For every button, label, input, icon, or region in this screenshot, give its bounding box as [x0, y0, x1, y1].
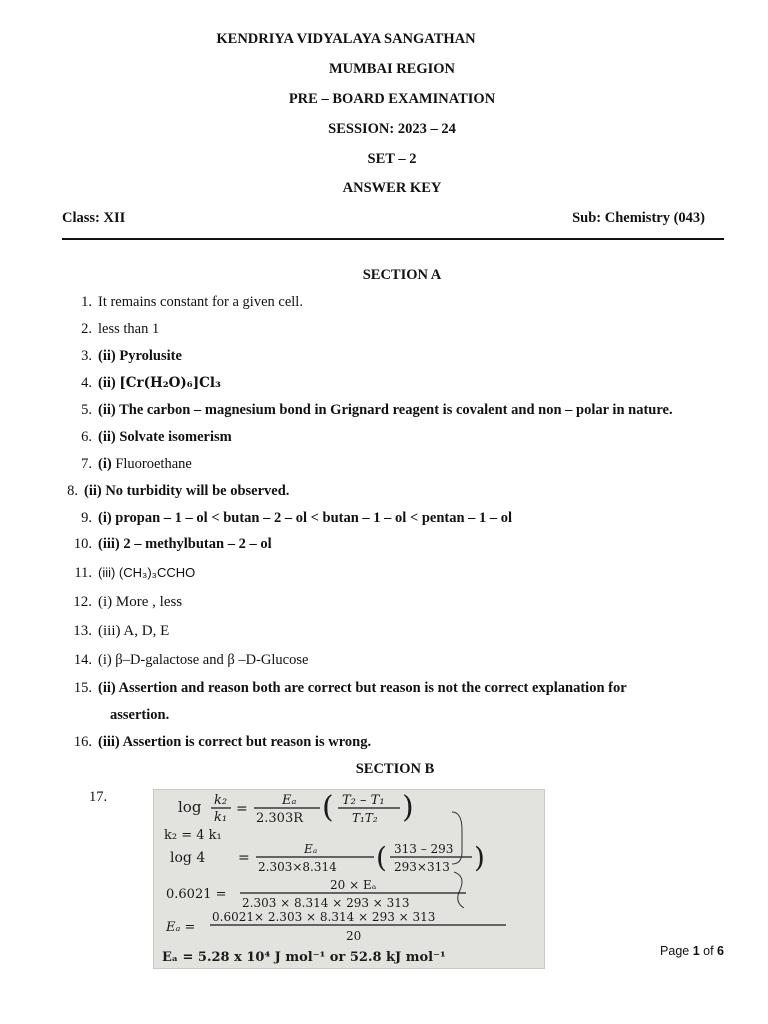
eq1-k2: k₂: [214, 793, 228, 808]
header-answer-key: ANSWER KEY: [342, 180, 442, 196]
item-text: (iii) Assertion is correct but reason is wrong.: [98, 734, 372, 750]
answer-item-7: [72, 456, 192, 473]
item-text: (iii) (CH₃)₃CCHO: [98, 565, 196, 580]
item-number: 1.: [81, 294, 92, 310]
item-number: 8.: [67, 483, 78, 499]
equals-sign: =: [236, 801, 248, 817]
eq4-den: 2.303 × 8.314 × 293 × 313: [242, 896, 410, 910]
eq3-pden: 293×313: [394, 860, 450, 874]
item-number: 9.: [81, 510, 92, 526]
header-exam: PRE – BOARD EXAMINATION: [288, 91, 496, 107]
equals-sign: =: [238, 850, 250, 866]
item-prefix: (i): [98, 456, 112, 472]
answer-item-1: [72, 294, 303, 311]
eq1-log: log: [178, 798, 202, 816]
page-indicator: [660, 944, 724, 958]
item-text: (ii) The carbon – magnesium bond in Grignard reagent is covalent and non – polar in nature.: [98, 402, 673, 418]
answer-item-8: [58, 483, 289, 500]
answer-item-10: [65, 536, 272, 553]
q17-solution-photo: [153, 789, 545, 969]
eq5-den: 20: [346, 929, 362, 943]
item-number: 11.: [74, 565, 92, 581]
item-text: (i) β–D-galactose and β –D-Glucose: [98, 652, 309, 668]
item-text: (i) More , less: [98, 594, 183, 610]
item-text: It remains constant for a given cell.: [98, 294, 303, 310]
item-number: 13.: [73, 623, 92, 639]
header-org: KENDRIYA VIDYALAYA SANGATHAN: [216, 31, 476, 47]
item-text: (ii) Pyrolusite: [98, 348, 182, 364]
item-number: 4.: [81, 375, 92, 391]
page-mid: of: [699, 944, 718, 958]
answer-item-9: [72, 510, 512, 527]
item-number: 2.: [81, 321, 92, 337]
paren-left: (: [322, 790, 334, 825]
item-text: Fluoroethane: [111, 456, 192, 472]
paren-left: (: [376, 841, 387, 874]
eq3-num: Eₐ: [304, 842, 318, 856]
margin-bracket: [454, 872, 464, 908]
answer-item-3: [72, 348, 182, 365]
item-number: 15.: [73, 680, 92, 696]
item-number: 14.: [73, 652, 92, 668]
answer-item-11: [65, 565, 195, 582]
paren-right: ): [474, 841, 485, 874]
item-number: 16.: [73, 734, 92, 750]
page-number: 1: [692, 944, 700, 958]
answer-item-16: [65, 734, 371, 751]
header-session: SESSION: 2023 – 24: [328, 121, 456, 137]
eq3-den: 2.303×8.314: [258, 860, 337, 874]
eq4-lhs: 0.6021 =: [166, 887, 227, 902]
paren-right: ): [402, 790, 414, 825]
answer-item-14: [65, 652, 308, 669]
item-number: 12.: [73, 594, 92, 610]
class-label: Class: XII: [62, 210, 126, 226]
item-number: 3.: [81, 348, 92, 364]
item-text: (ii) Solvate isomerism: [98, 429, 232, 445]
item-text: (ii): [98, 375, 120, 391]
answer-item-5: [72, 402, 673, 419]
section-a-title: SECTION A: [362, 267, 442, 283]
subject-label: Sub: Chemistry (043): [572, 210, 705, 226]
answer-item-4: [72, 375, 221, 392]
page-prefix: Page: [660, 944, 693, 958]
item-text: (iii) 2 – methylbutan – 2 – ol: [98, 536, 272, 552]
eq5-lhs: Eₐ =: [166, 920, 196, 935]
section-b-title: SECTION B: [355, 761, 435, 777]
q17-number: 17.: [89, 789, 108, 805]
page-total: 6: [717, 944, 724, 958]
eq1-den: 2.303R: [256, 811, 304, 826]
item-number: 7.: [81, 456, 92, 472]
item-text: (i) propan – 1 – ol < butan – 2 – ol < butan – 1 – ol < pentan – 1 – ol: [98, 510, 513, 526]
item-text: (ii) Assertion and reason both are correct but reason is not the correct explanation for: [98, 680, 627, 696]
answer-item-2: [72, 321, 159, 338]
item-formula: [Cr(H₂O)₆]Cl₃: [119, 375, 221, 391]
answer-item-6: [72, 429, 232, 446]
eq1-pden: T₁T₂: [352, 811, 378, 825]
eq5-num: 0.6021× 2.303 × 8.314 × 293 × 313: [212, 910, 436, 924]
eq2: k₂ = 4 k₁: [164, 828, 222, 843]
answer-item-13: [65, 623, 169, 640]
item-text: (iii) A, D, E: [98, 623, 170, 639]
margin-bracket: [452, 812, 462, 864]
eq3-pnum: 313 – 293: [394, 842, 454, 856]
answer-item-15-cont: [110, 707, 169, 724]
header-set: SET – 2: [367, 151, 417, 167]
header-divider: [62, 238, 724, 240]
item-number: 10.: [73, 536, 92, 552]
item-text: (ii) No turbidity will be observed.: [84, 483, 290, 499]
item-text: less than 1: [98, 321, 160, 337]
answer-item-12: [65, 594, 182, 611]
item-text: assertion.: [110, 707, 170, 723]
eq1-pnum: T₂ – T₁: [342, 793, 385, 808]
eq6-result: Eₐ = 5.28 x 10⁴ J mol⁻¹ or 52.8 kJ mol⁻¹: [162, 950, 446, 965]
eq1-k1: k₁: [214, 810, 228, 825]
eq4-num: 20 × Eₐ: [330, 878, 377, 892]
answer-item-15: [65, 680, 627, 697]
eq1-ea: Eₐ: [282, 793, 297, 808]
header-region: MUMBAI REGION: [328, 61, 456, 77]
item-number: 5.: [81, 402, 92, 418]
item-number: 6.: [81, 429, 92, 445]
eq3-lhs: log 4: [170, 850, 206, 866]
